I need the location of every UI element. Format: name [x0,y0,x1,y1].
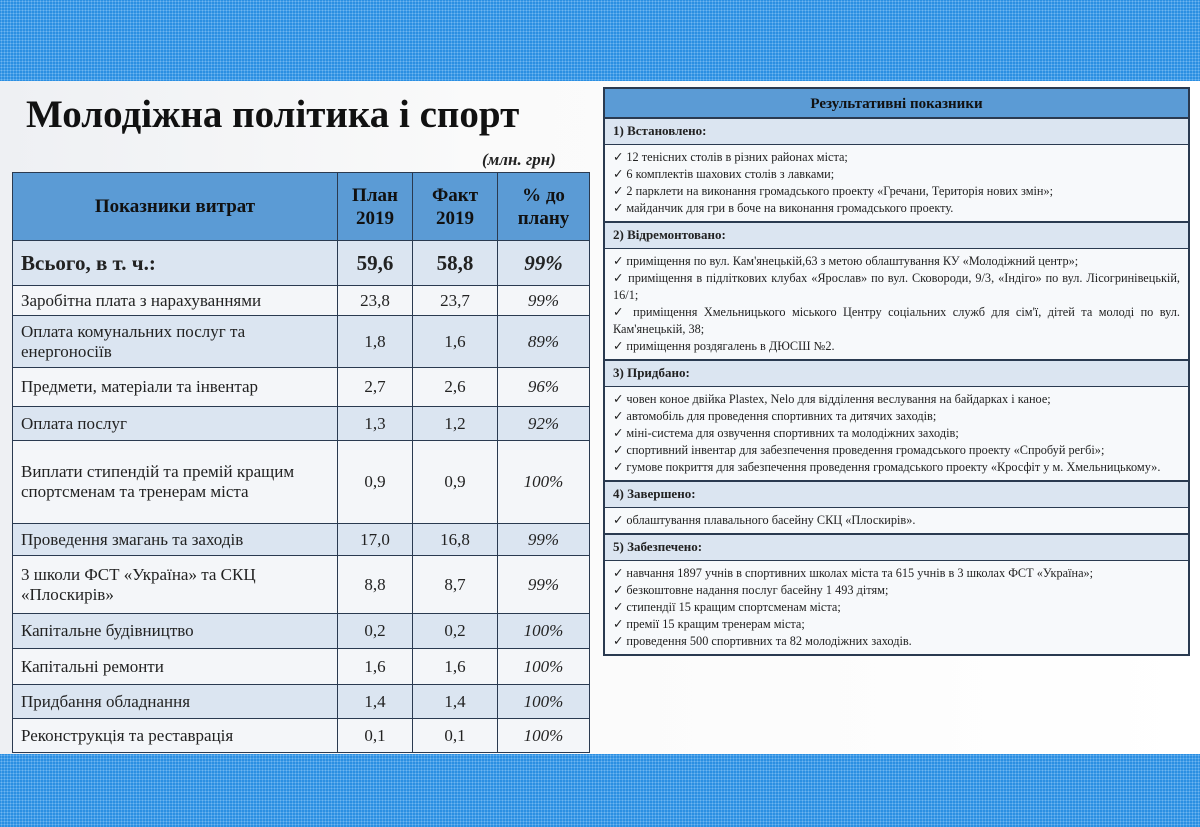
bottom-banner [0,754,1200,827]
section-heading: 1) Встановлено: [605,119,1188,145]
list-item: ✓ 12 тенісних столів в різних районах міста; [613,150,848,164]
table-row [13,407,590,441]
cell-label: Заробітна плата з нарахуваннями [13,286,338,316]
section-heading: 5) Забезпечено: [605,535,1188,561]
list-item: ✓ проведення 500 спортивних та 82 молодіжних заходів. [613,634,912,648]
cell-fact: 58,8 [413,241,498,286]
cell-plan: 23,8 [338,286,413,316]
cell-pct: 99% [498,241,590,286]
cell-pct: 92% [498,407,590,441]
list-item: ✓ навчання 1897 учнів в спортивних школах міста та 615 учнів в 3 школах ФСТ «Україна»; [613,566,1094,580]
table-row [13,441,590,524]
list-item: ✓ безкоштовне надання послуг басейну 1 493 дітям; [613,583,889,597]
section-heading: 4) Завершено: [605,482,1188,508]
table-row [13,316,590,368]
cell-label: Проведення змагань та заходів [13,524,338,556]
list-item: ✓ приміщення роздягалень в ДЮСШ №2. [613,339,835,353]
cell-plan: 1,8 [338,316,413,368]
list-item: ✓ облаштування плавального басейну СКЦ «Плоскирів». [613,513,916,527]
unit-label: (млн. грн) [482,150,556,169]
cell-fact: 23,7 [413,286,498,316]
cell-pct: 100% [498,649,590,685]
expenses-table [12,172,590,753]
cell-pct: 100% [498,614,590,649]
cell-plan: 8,8 [338,556,413,614]
table-row [13,286,590,316]
table-row [13,368,590,407]
col-header-pct: % до плану [498,173,590,241]
cell-pct: 100% [498,685,590,719]
section-heading: 2) Відремонтовано: [605,223,1188,249]
table-row [13,719,590,753]
top-banner [0,0,1200,81]
list-item: ✓ приміщення Хмельницького міського Центру соціальних служб для сім'ї, дітей та молоді по вул. Кам'янецькій, 38; [613,305,1180,336]
section-items [605,387,1188,482]
cell-label: Всього, в т. ч.: [13,241,338,286]
cell-fact: 1,2 [413,407,498,441]
total-row [13,241,590,286]
list-item: ✓ автомобіль для проведення спортивних та дитячих заходів; [613,409,937,423]
section-items [605,145,1188,223]
list-item: ✓ човен коное двійка Plastex, Nelo для відділення веслування на байдарках і каное; [613,392,1051,406]
page-title: Молодіжна політика і спорт [26,93,520,136]
cell-plan: 1,4 [338,685,413,719]
table-row [13,556,590,614]
table-row [13,649,590,685]
cell-plan: 59,6 [338,241,413,286]
cell-fact: 0,2 [413,614,498,649]
table-row [13,614,590,649]
section-heading: 3) Придбано: [605,361,1188,387]
cell-label: Капітальні ремонти [13,649,338,685]
cell-plan: 0,1 [338,719,413,753]
cell-pct: 100% [498,719,590,753]
list-item: ✓ приміщення по вул. Кам'янецькій,63 з метою облаштування КУ «Молодіжний центр»; [613,254,1079,268]
cell-plan: 0,9 [338,441,413,524]
cell-label: Виплати стипендій та премій кращим спортсменам та тренерам міста [13,441,338,524]
list-item: ✓ 6 комплектів шахових столів з лавками; [613,167,835,181]
cell-label: Реконструкція та реставрація [13,719,338,753]
cell-label: Оплата комунальних послуг та енергоносіїв [13,316,338,368]
list-item: ✓ 2 парклети на виконання громадського проекту «Гречани, Територія нових змін»; [613,184,1054,198]
cell-plan: 1,3 [338,407,413,441]
cell-pct: 99% [498,524,590,556]
col-header-indicator: Показники витрат [13,173,338,241]
cell-fact: 1,6 [413,316,498,368]
cell-plan: 2,7 [338,368,413,407]
results-panel [603,87,1190,656]
list-item: ✓ гумове покриття для забезпечення проведення громадського проекту «Кросфіт у м. Хмельницькому». [613,460,1161,474]
cell-fact: 8,7 [413,556,498,614]
cell-plan: 0,2 [338,614,413,649]
list-item: ✓ премії 15 кращим тренерам міста; [613,617,805,631]
cell-label: Оплата послуг [13,407,338,441]
cell-pct: 89% [498,316,590,368]
cell-fact: 0,1 [413,719,498,753]
col-header-fact: Факт 2019 [413,173,498,241]
cell-pct: 96% [498,368,590,407]
list-item: ✓ спортивний інвентар для забезпечення проведення громадського проекту «Спробуй регбі»; [613,443,1105,457]
list-item: ✓ майданчик для гри в боче на виконання громадського проекту. [613,201,954,215]
list-item: ✓ стипендії 15 кращим спортсменам міста; [613,600,841,614]
cell-label: Предмети, матеріали та інвентар [13,368,338,407]
cell-fact: 16,8 [413,524,498,556]
cell-fact: 1,6 [413,649,498,685]
section-items [605,508,1188,535]
cell-label: Капітальне будівництво [13,614,338,649]
cell-plan: 1,6 [338,649,413,685]
cell-plan: 17,0 [338,524,413,556]
list-item: ✓ приміщення в підліткових клубах «Ярослав» по вул. Сковороди, 9/3, «Індіго» по вул. Лісогринівецькій, 16/1; [613,271,1180,302]
cell-pct: 99% [498,286,590,316]
cell-pct: 99% [498,556,590,614]
cell-label: 3 школи ФСТ «Україна» та СКЦ «Плоскирів» [13,556,338,614]
col-header-plan: План 2019 [338,173,413,241]
cell-fact: 2,6 [413,368,498,407]
list-item: ✓ міні-система для озвучення спортивних та молодіжних заходів; [613,426,959,440]
section-items [605,561,1188,654]
table-row [13,524,590,556]
cell-fact: 0,9 [413,441,498,524]
results-title: Результативні показники [605,89,1188,119]
section-items [605,249,1188,361]
cell-fact: 1,4 [413,685,498,719]
cell-pct: 100% [498,441,590,524]
cell-label: Придбання обладнання [13,685,338,719]
table-row [13,685,590,719]
